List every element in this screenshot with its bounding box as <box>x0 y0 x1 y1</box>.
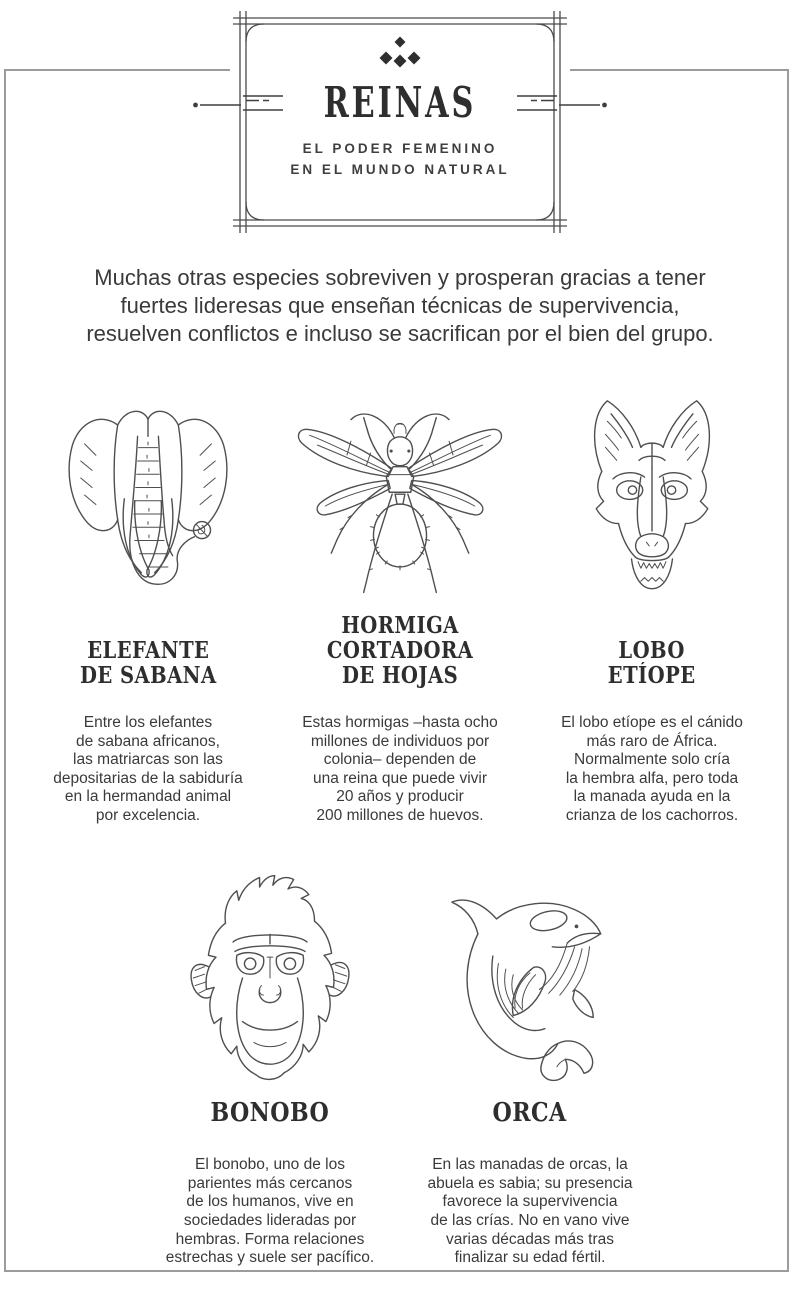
wolf-illustration <box>559 382 745 606</box>
intro-line: resuelven conflictos e incluso se sacrifican por el bien del grupo. <box>86 321 714 346</box>
title-row <box>230 80 570 126</box>
animal-title: ELEFANTE DE SABANA <box>79 637 217 689</box>
animal-description: Estas hormigas –hasta ocho millones de individuos por colonia– dependen de una reina que puede vivir 20 años y producir 200 millones de huevos. <box>302 714 498 825</box>
intro-paragraph <box>0 264 800 348</box>
infographic-root <box>0 8 800 1290</box>
orca-icon <box>436 878 624 1090</box>
animal-card-orca <box>400 862 660 1268</box>
bonobo-head-icon <box>180 866 360 1090</box>
page-title: REINAS <box>323 78 477 127</box>
wolf-head-icon <box>559 390 745 606</box>
header-panel <box>230 8 570 236</box>
dash-flourish-left-icon <box>191 87 287 119</box>
animal-title: LOBO ETÍOPE <box>608 637 696 689</box>
animal-description: En las manadas de orcas, la abuela es sabia; su presencia favorece la supervivencia de las crías. No en vano vive varias décadas más tras finalizar su edad fértil. <box>427 1156 633 1267</box>
ant-illustration <box>292 382 508 606</box>
intro-line: Muchas otras especies sobreviven y prosperan gracias a tener <box>94 265 706 290</box>
subtitle-line: EL PODER FEMENINO <box>302 141 498 156</box>
elephant-illustration <box>58 382 238 606</box>
animal-title: BONOBO <box>210 1097 330 1128</box>
animal-row-2 <box>140 862 660 1268</box>
animal-card-hormiga <box>274 382 526 826</box>
diamond-cluster-icon <box>370 33 430 71</box>
animal-title: HORMIGA CORTADORA DE HOJAS <box>326 612 474 689</box>
animal-description: El bonobo, uno de los parientes más cercanos de los humanos, vive en sociedades lideradas por hembras. Forma relaciones estrechas y suele ser pacífico. <box>165 1156 375 1267</box>
infographic-content <box>0 8 800 1268</box>
queen-ant-icon <box>292 406 508 606</box>
animal-title: ORCA <box>492 1097 568 1128</box>
header-frame-inner <box>230 8 570 180</box>
elephant-head-icon <box>58 386 238 606</box>
subtitle-line: EN EL MUNDO NATURAL <box>290 162 510 177</box>
animal-description: El lobo etíope es el cánido más raro de África. Normalmente solo cría la hembra alfa, pero toda la manada ayuda en la crianza de los cachorros. <box>561 714 743 825</box>
animal-row-1 <box>22 382 778 826</box>
animal-card-bonobo <box>140 862 400 1268</box>
intro-line: fuertes lideresas que enseñan técnicas de supervivencia, <box>120 293 680 318</box>
page-subtitle <box>230 138 570 180</box>
animal-card-lobo <box>526 382 778 826</box>
animal-description: Entre los elefantes de sabana africanos, las matriarcas son las depositarias de la sabiduría en la hermandad animal por excelencia. <box>53 714 243 825</box>
dash-flourish-right-icon <box>513 87 609 119</box>
orca-illustration <box>436 862 624 1090</box>
animal-card-elefante <box>22 382 274 826</box>
bonobo-illustration <box>180 862 360 1090</box>
